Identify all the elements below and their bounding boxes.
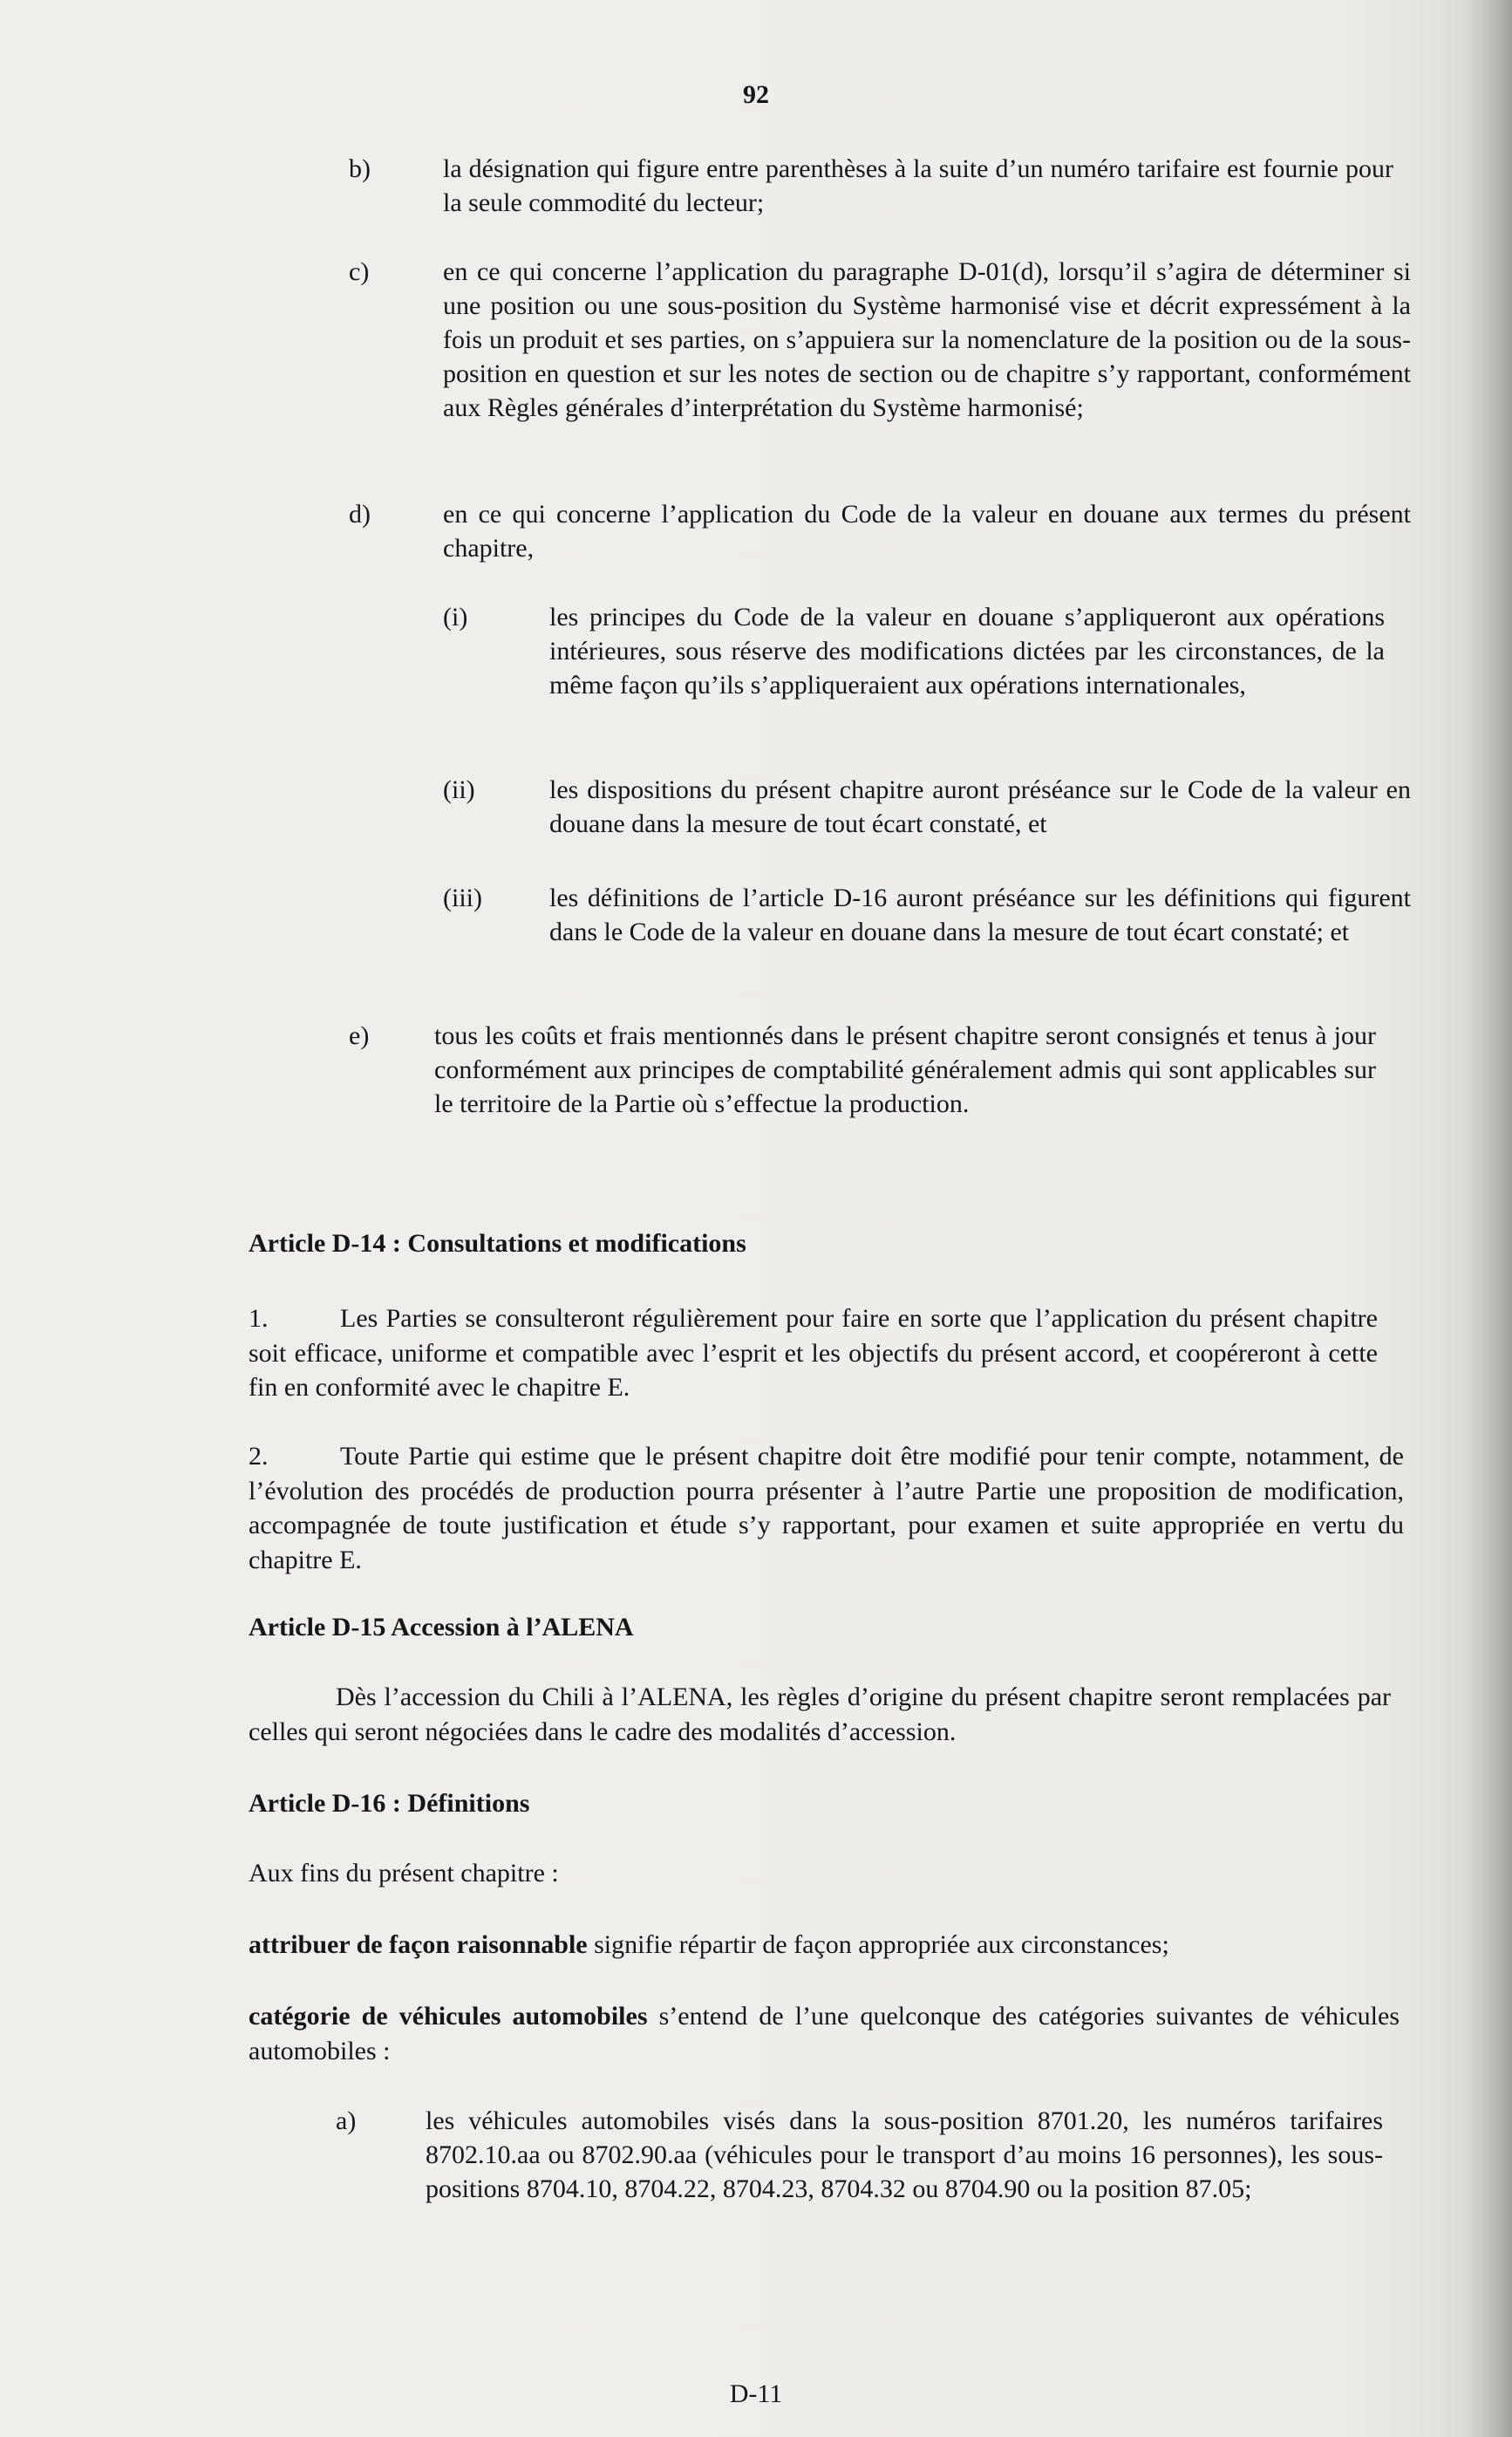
item-a-label: a) (336, 2106, 357, 2135)
article-d16-intro: Aux fins du présent chapitre : (249, 1859, 559, 1887)
item-e-text: tous les coûts et frais mentionnés dans le présent chapitre seront consignés et tenus à jour conformément aux principes de comptabilité généralement admis qui sont applicables sur le territoire de la Partie où s’effectue la production. (434, 1021, 1376, 1118)
page-number: 92 (743, 80, 769, 109)
item-a-text: les véhicules automobiles visés dans la sous-position 8701.20, les numéros tarifaires 8702.10.aa ou 8702.90.aa (véhicules pour le transport d’au moins 16 personnes), les sous-positions 8704.10, 8704.22, 8704.23, 8704.32 ou 8704.90 ou la position 87.05; (426, 2106, 1383, 2203)
page-edge-shadow (1467, 0, 1512, 2437)
article-d14-p2-text: Toute Partie qui estime que le présent chapitre doit être modifié pour tenir compte, notamment, de l’évolution des procédés de production pourra présenter à l’autre Partie une proposition de modification, accompagnée de toute justification et étude s’y rapportant, pour examen et suite appropriée en vertu du chapitre E. (249, 1442, 1404, 1574)
article-d15-text: Dès l’accession du Chili à l’ALENA, les règles d’origine du présent chapitre seront remplacées par celles qui seront négociées dans le cadre des modalités d’accession. (249, 1683, 1391, 1746)
item-d-i-label: (i) (443, 603, 468, 631)
item-c-label: c) (349, 257, 370, 286)
article-d14-heading: Article D-14 : Consultations et modifications (249, 1229, 746, 1258)
item-c-text: en ce qui concerne l’application du paragraphe D-01(d), lorsqu’il s’agira de déterminer si une position ou une sous-position du Système harmonisé vise et décrit expressément à la fois un produit et ses parties, on s’appuiera sur la nomenclature de la position ou de la sous-position en question et sur les notes de section ou de chapitre s’y rapportant, conformément aux Règles générales d’interprétation du Système harmonisé; (443, 257, 1411, 422)
article-d15-heading: Article D-15 Accession à l’ALENA (249, 1613, 634, 1642)
item-b-text: la désignation qui figure entre parenthèses à la suite d’un numéro tarifaire est fournie pour la seule commodité du lecteur; (443, 154, 1393, 217)
item-d-text: en ce qui concerne l’application du Code de la valeur en douane aux termes du présent chapitre, (443, 500, 1411, 563)
item-d-iii-text: les définitions de l’article D-16 auront préséance sur les définitions qui figurent dans le Code de la valeur en douane dans la mesure de tout écart constaté; et (549, 884, 1411, 946)
article-d16-heading: Article D-16 : Définitions (249, 1789, 530, 1818)
article-d14-p1-number: 1. (249, 1304, 269, 1333)
page-footer: D-11 (729, 2379, 783, 2408)
definition-term: catégorie de véhicules automobiles (249, 2002, 648, 2031)
item-e-label: e) (349, 1021, 370, 1050)
article-d14-p1-text: Les Parties se consulteront régulièrement pour faire en sorte que l’application du présent chapitre soit efficace, uniforme et compatible avec l’esprit et les objectifs du présent accord, et coopéreront à cette fin en conformité avec le chapitre E. (249, 1304, 1378, 1402)
item-d-i-text: les principes du Code de la valeur en douane s’appliqueront aux opérations intérieures, sous réserve des modifications dictées par les circonstances, de la même façon qu’ils s’appliqueraient aux opérations internationales, (549, 603, 1385, 700)
definition-body: s’entend de l’une quelconque des catégories suivantes de véhicules automobiles : (249, 2002, 1400, 2065)
definition-attribuer (249, 1928, 1400, 1963)
article-d14-p2-number: 2. (249, 1442, 269, 1471)
item-b-label: b) (349, 154, 371, 183)
definition-body: signifie répartir de façon appropriée aux circonstances; (587, 1930, 1169, 1959)
item-d-ii-text: les dispositions du présent chapitre auront préséance sur le Code de la valeur en douane dans la mesure de tout écart constaté, et (549, 775, 1411, 838)
definition-categorie-vehicules (249, 1999, 1400, 2068)
item-d-label: d) (349, 500, 371, 529)
item-d-iii-label: (iii) (443, 884, 482, 912)
definition-term: attribuer de façon raisonnable (249, 1930, 588, 1959)
item-d-ii-label: (ii) (443, 775, 475, 804)
